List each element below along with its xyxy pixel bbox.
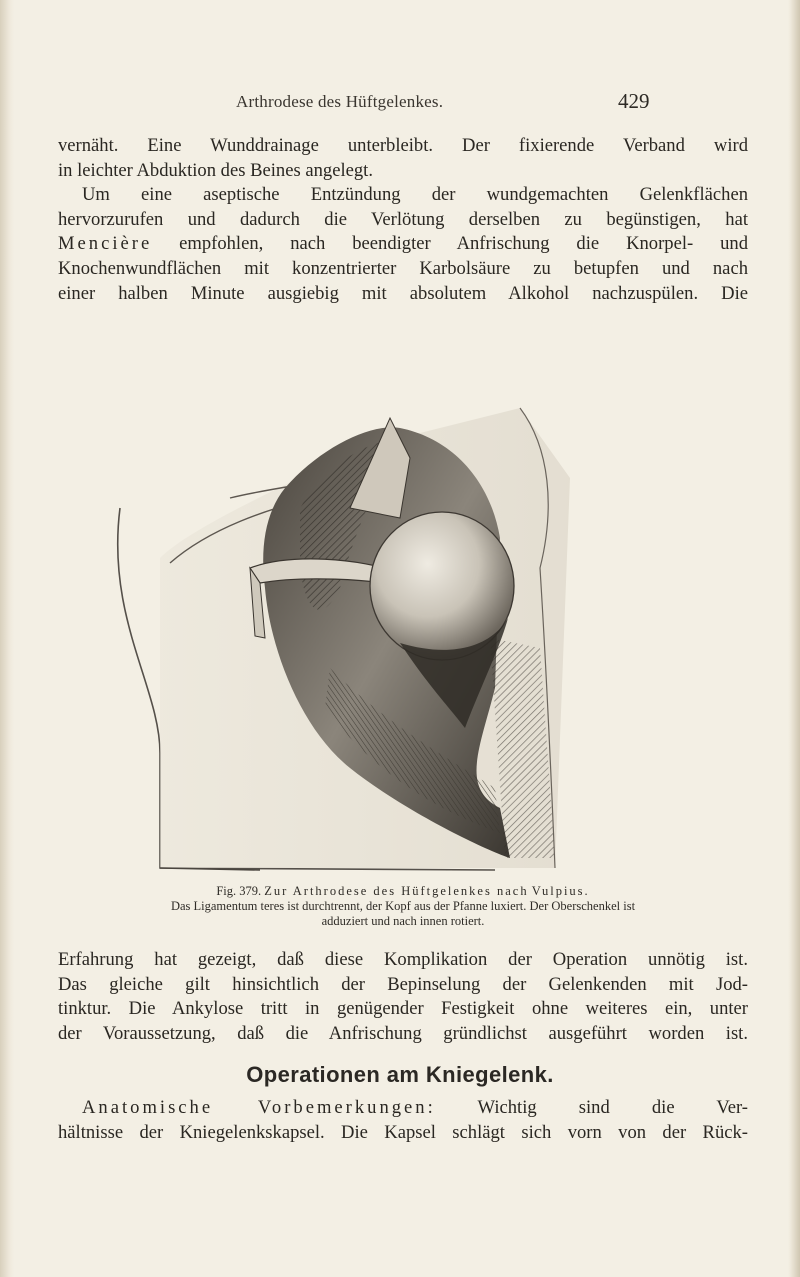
section-heading: Operationen am Kniegelenk. bbox=[246, 1062, 554, 1087]
lead-spaced: Anatomische Vorbemerkungen: bbox=[82, 1097, 436, 1118]
text-line-with-lead bbox=[58, 1096, 748, 1121]
caption-title: Zur Arthrodese des Hüftgelenkes nach bbox=[264, 884, 529, 898]
running-title: Arthrodese des Hüftgelenkes. bbox=[236, 92, 444, 111]
hip-joint-illustration bbox=[100, 388, 700, 878]
caption-line-3: adduziert und nach innen rotiert. bbox=[321, 914, 485, 928]
text-line: vernäht. Eine Wunddrainage unterbleibt. Der fixierende Verband wird bbox=[58, 135, 748, 156]
text-line: Um eine aseptische Entzündung der wundgemachten Gelenkflächen bbox=[82, 184, 748, 206]
text-line: Das gleiche gilt hinsichtlich der Bepinselung der Gelenkenden mit Jod- bbox=[58, 973, 748, 995]
running-header bbox=[0, 89, 800, 122]
text-line-with-name bbox=[58, 232, 748, 257]
text-fragment: empfohlen, nach beendigter Anfrischung die Knorpel- und bbox=[179, 233, 748, 255]
text-line: in leichter Abduktion des Beines angelegt. bbox=[58, 159, 373, 181]
text-line: hervorzurufen und dadurch die Verlötung derselben zu begünstigen, hat bbox=[58, 208, 748, 230]
text-line: Erfahrung hat gezeigt, daß diese Komplikation der Operation unnötig ist. bbox=[58, 949, 748, 970]
paragraph-1 bbox=[58, 134, 748, 306]
figure-caption bbox=[58, 884, 748, 929]
paragraph-3 bbox=[58, 1096, 748, 1145]
text-line: Knochenwundflächen mit konzentrierter Karbolsäure zu betupfen und nach bbox=[58, 257, 748, 279]
figure-number: Fig. 379. bbox=[216, 884, 262, 898]
page-number: 429 bbox=[618, 89, 650, 113]
caption-line-1 bbox=[58, 884, 748, 899]
text-line: hältnisse der Kniegelenkskapsel. Die Kapsel schlägt sich vorn von der Rück- bbox=[58, 1121, 748, 1143]
text-line: der Voraussetzung, daß die Anfrischung gründlichst ausgeführt worden ist. bbox=[58, 1022, 748, 1044]
caption-author: Vulpius. bbox=[531, 884, 590, 898]
author-name-spaced: Mencière bbox=[58, 233, 153, 255]
text-line: einer halben Minute ausgiebig mit absolutem Alkohol nachzuspülen. Die bbox=[58, 282, 748, 304]
text-line: tinktur. Die Ankylose tritt in genügender Festigkeit ohne weiteres ein, unter bbox=[58, 998, 748, 1020]
caption-line-2: Das Ligamentum teres ist durchtrennt, der Kopf aus der Pfanne luxiert. Der Oberschenkel ist bbox=[170, 899, 636, 913]
paragraph-2 bbox=[58, 948, 748, 1046]
text-fragment: Wichtig sind die Ver- bbox=[477, 1097, 748, 1118]
